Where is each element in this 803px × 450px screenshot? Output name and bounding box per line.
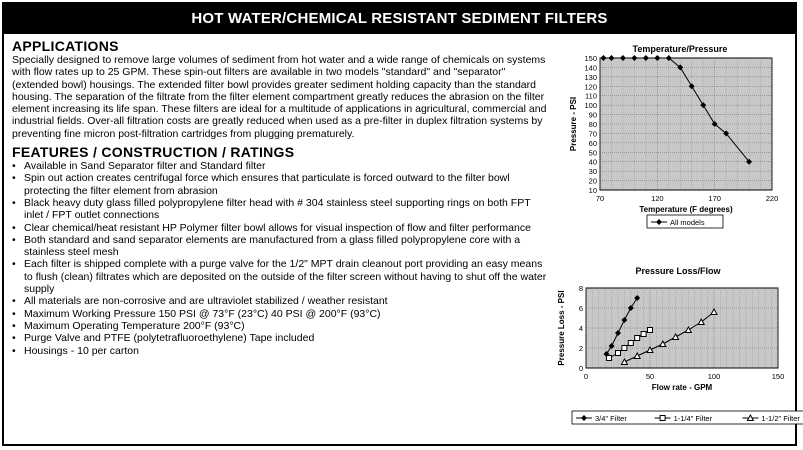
data-point: [622, 346, 627, 351]
data-point: [628, 341, 633, 346]
legend-entry: 1-1/4" Filter: [673, 414, 713, 423]
data-point: [648, 328, 653, 333]
y-tick-label: 10: [588, 186, 597, 195]
feature-item: • All materials are non-corrosive and are ultraviolet stabilized / weather resistant: [12, 295, 547, 307]
features-heading: FEATURES / CONSTRUCTION / RATINGS: [12, 144, 295, 161]
y-tick-label: 0: [578, 364, 583, 373]
x-tick-label: 0: [583, 372, 589, 381]
y-axis-label: Pressure - PSI: [569, 96, 578, 152]
legend: [647, 215, 723, 228]
y-tick-label: 60: [588, 138, 597, 148]
x-axis-label: Flow rate - GPM: [651, 383, 713, 392]
y-tick-label: 6: [578, 304, 583, 313]
y-tick-label: 150: [584, 54, 597, 63]
x-tick-label: 50: [645, 372, 655, 381]
page-title: HOT WATER/CHEMICAL RESISTANT SEDIMENT FILTERS: [4, 4, 795, 34]
y-tick-label: 8: [578, 284, 583, 293]
text-column: [12, 38, 547, 357]
y-tick-label: 30: [588, 167, 597, 177]
y-tick-label: 70: [588, 129, 597, 139]
y-tick-label: 120: [584, 82, 597, 92]
feature-item: • Purge Valve and PTFE (polytetrafluoroethylene) Tape included: [12, 332, 547, 344]
applications-heading: APPLICATIONS: [12, 38, 119, 54]
temperature-pressure-chart: [552, 38, 794, 238]
y-tick-label: 50: [588, 148, 597, 158]
legend-entry: 1-1/2" Filter: [761, 414, 800, 423]
feature-item: • Black heavy duty glass filled polypropylene filter head with # 304 stainless steel supporting rings on both FPT inlet / FPT outlet connections: [12, 197, 547, 222]
legend-marker: [660, 416, 665, 421]
y-tick-label: 4: [578, 324, 583, 333]
y-tick-label: 2: [578, 344, 583, 353]
y-tick-label: 40: [588, 157, 597, 167]
x-tick-label: 120: [651, 194, 664, 203]
feature-item: • Both standard and sand separator elements are manufactured from a glass filled polypropylene core with a stainless steel mesh: [12, 234, 547, 259]
x-tick-label: 170: [708, 194, 721, 203]
feature-item: • Maximum Working Pressure 150 PSI @ 73°F (23°C) 40 PSI @ 200°F (93°C): [12, 308, 547, 320]
legend: [572, 411, 803, 424]
applications-text: Specially designed to remove large volumes of sediment from hot water and a wide range of chemicals on systems with flow rates up to 25 GPM. These spin-out filters are available in two models "standard" and "separator" (extended bowl) housings. The extended filter bowl provides greater sediment holding capacity than the standard housing. The separation of the filtrate from the filter element compartment greatly reduces the abrasion on the filter element increasing its life span. These filters are ideal for a multitude of applications in agricultural, commercial and industrial fields. Over-all filtration costs are greatly reduced when used as a pre-filter in duplex filtration systems by preventing fine micron post-filtration cartridges from plugging prematurely.: [12, 54, 547, 140]
x-axis-label: Temperature (F degrees): [639, 205, 733, 214]
data-point: [607, 356, 612, 361]
y-tick-label: 100: [584, 101, 597, 111]
y-tick-label: 140: [584, 63, 597, 73]
feature-item: • Clear chemical/heat resistant HP Polymer filter bowl allows for visual inspection of flow and filter performance: [12, 222, 547, 234]
feature-item: • Spin out action creates centrifugal force which ensures that particulate is forced outward to the filter bowl protecting the filter element from abrasion: [12, 172, 547, 197]
y-tick-label: 130: [584, 72, 597, 82]
x-tick-label: 100: [707, 372, 721, 381]
legend-entry: 3/4" Filter: [595, 414, 627, 423]
y-tick-label: 80: [588, 120, 597, 129]
pressure-loss-flow-chart: [552, 258, 800, 440]
y-tick-label: 20: [588, 176, 597, 186]
data-point: [641, 332, 646, 337]
x-tick-label: 220: [765, 194, 779, 203]
chart-title: Pressure Loss/Flow: [635, 266, 721, 276]
x-tick-label: 150: [771, 372, 785, 381]
x-tick-label: 70: [595, 194, 605, 203]
data-point: [635, 336, 640, 341]
y-tick-label: 90: [588, 110, 597, 120]
y-axis-label: Pressure Loss - PSI: [557, 290, 566, 366]
y-tick-label: 110: [585, 91, 597, 101]
feature-item: • Maximum Operating Temperature 200°F (93°C): [12, 320, 547, 332]
features-list: [12, 160, 547, 357]
feature-item: • Housings - 10 per carton: [12, 345, 547, 357]
data-point: [616, 351, 621, 356]
feature-item: • Each filter is shipped complete with a purge valve for the 1/2" MPT drain cleanout port providing an easy means to flush (clean) filtrates which are deposited on the outside of the filter screen without having to shut off the water supply: [12, 258, 547, 295]
chart-title: Temperature/Pressure: [632, 44, 728, 54]
legend-entry: All models: [670, 218, 705, 227]
spec-sheet-frame: [2, 2, 800, 446]
feature-item: • Available in Sand Separator filter and Standard filter: [12, 160, 547, 172]
